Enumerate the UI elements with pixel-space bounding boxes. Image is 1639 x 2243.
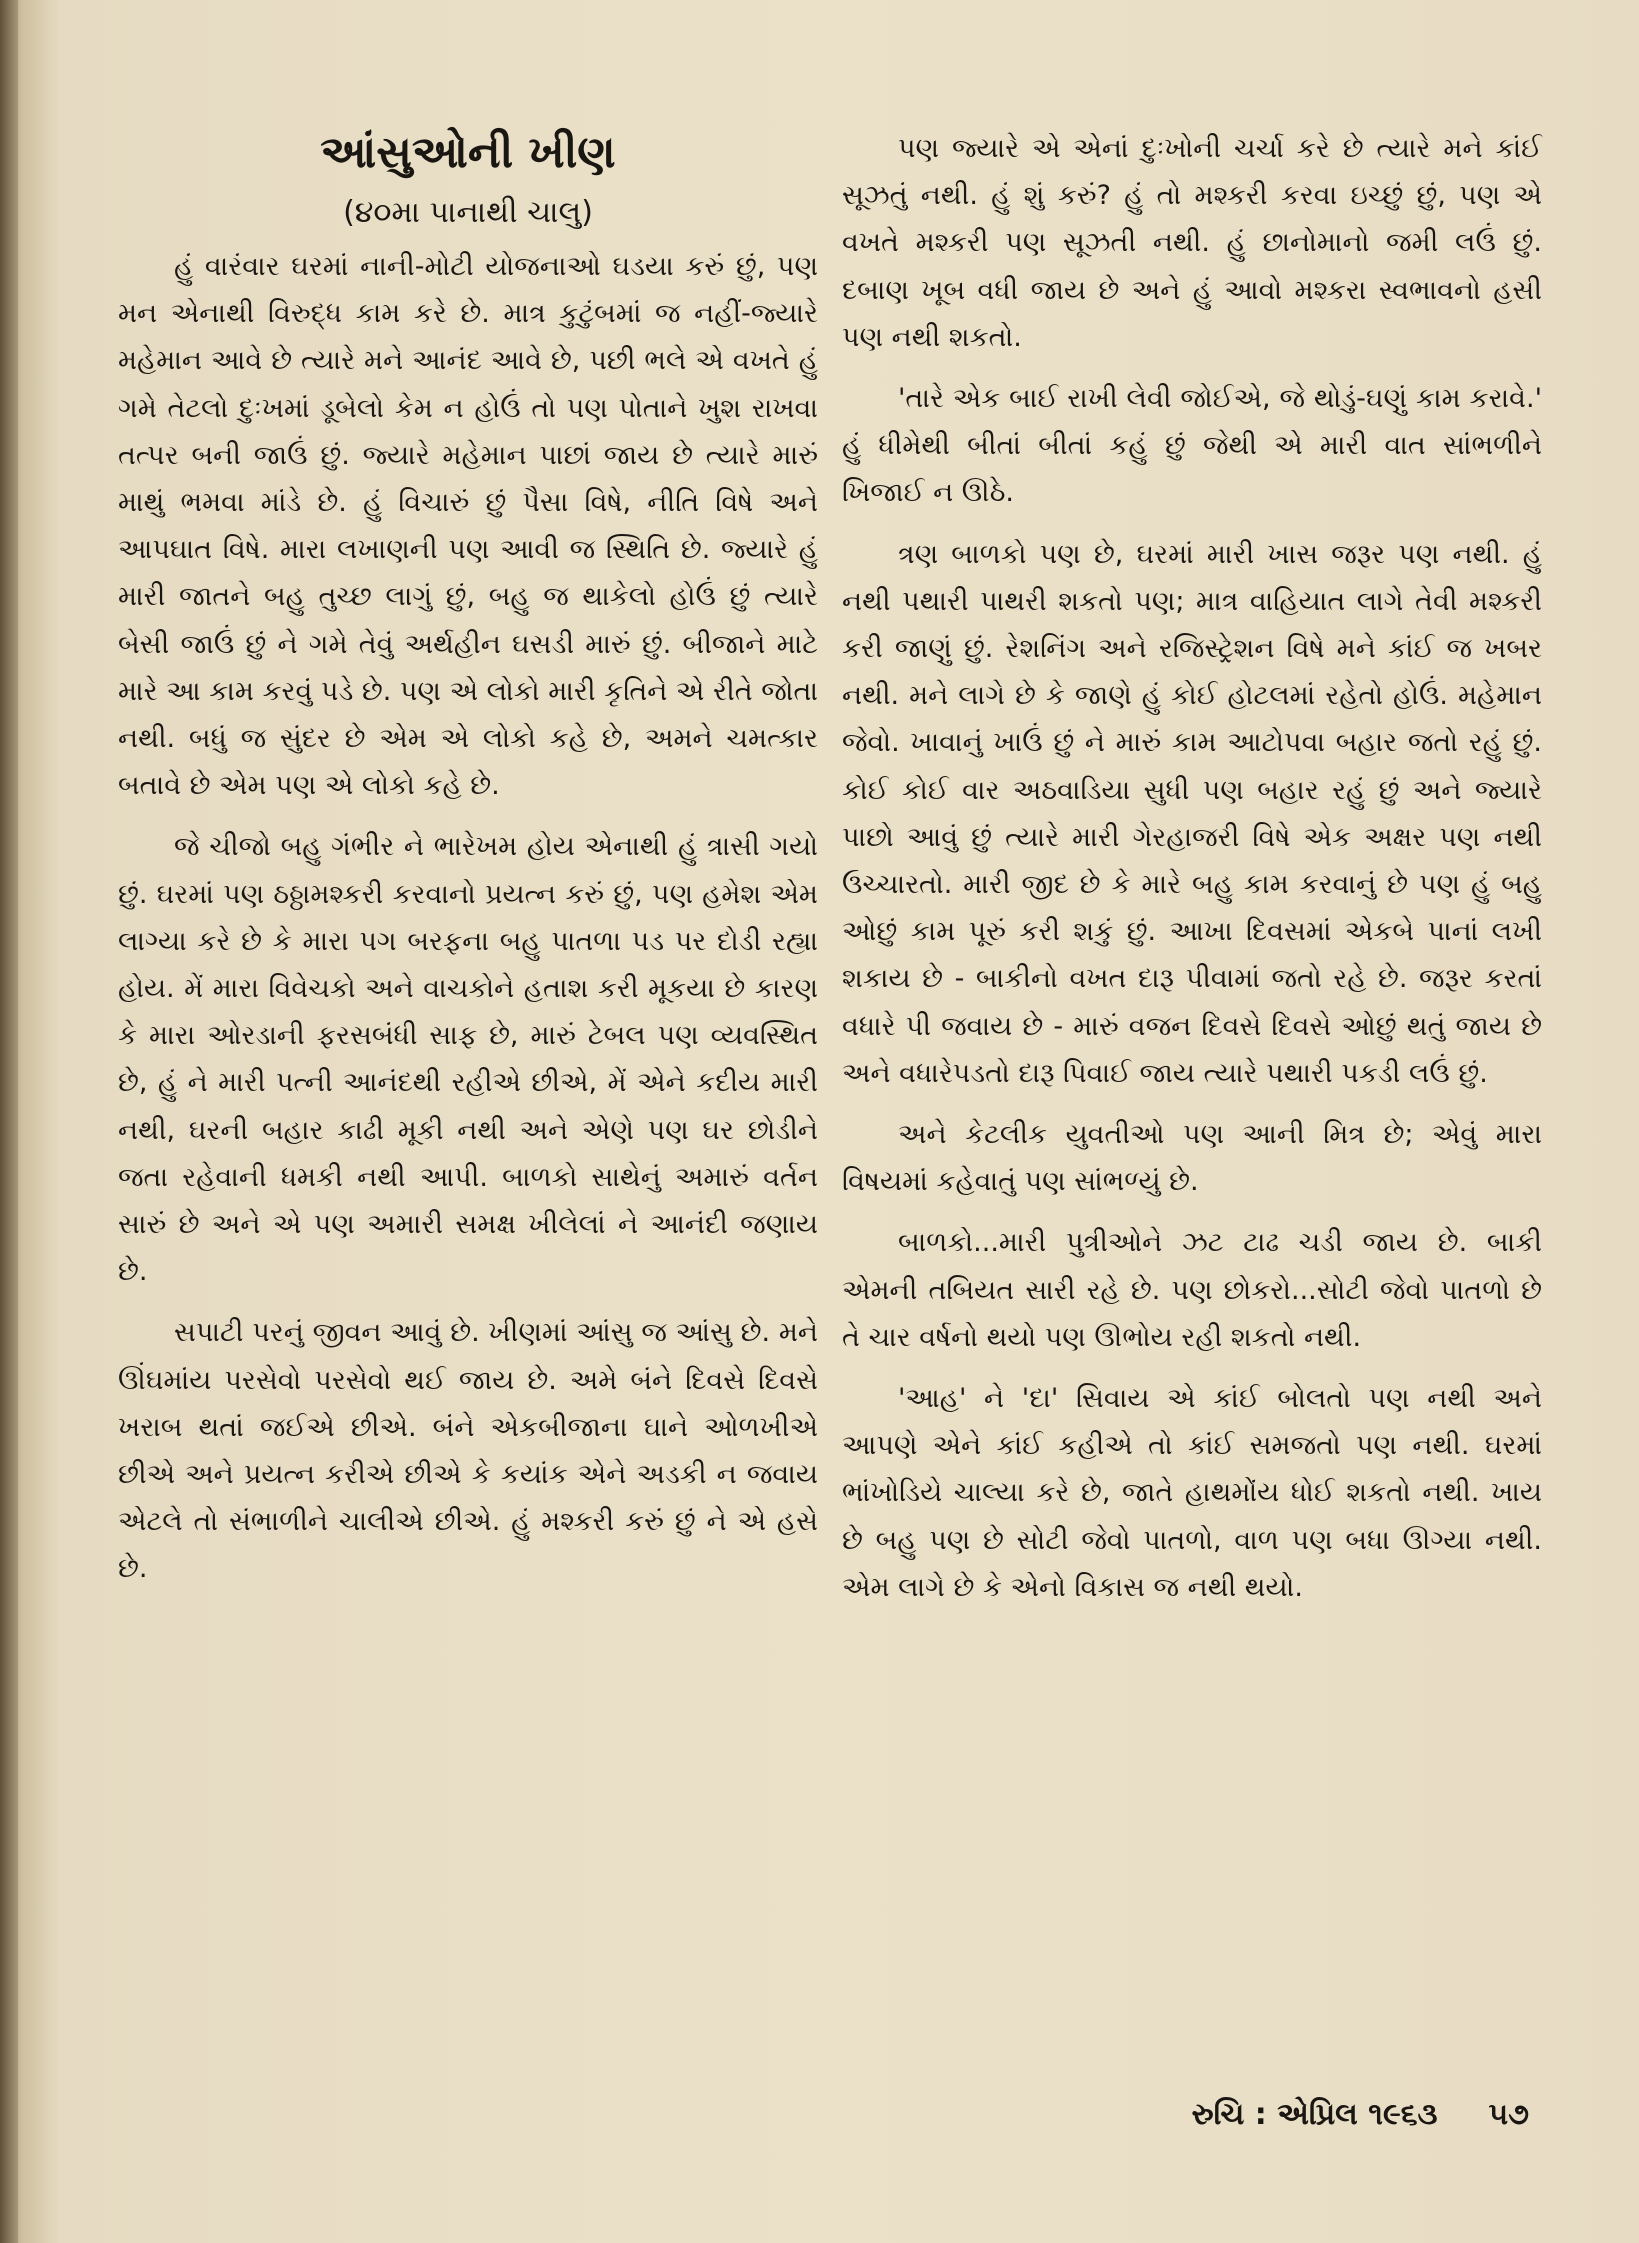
article-title: આંસુઓની ખીણ (320, 127, 616, 178)
paragraph: 'આહ' ને 'દા' સિવાય એ કાંઈ બોલતો પણ નથી અને આપણે એને કાંઈ કહીએ તો કાંઈ સમજતો પણ નથી. ઘરમાં ભાંખોડિયે ચાલ્યા કરે છે, જાતે હાથમોંય ધોઈ શકતો નથી. ખાય છે બહુ પણ છે સોટી જેવો પાતળો, વાળ પણ બધા ઊગ્યા નથી. એમ લાગે છે કે એનો વિકાસ જ નથી થયો. (842, 1383, 1542, 1603)
article-continuation-note: (૪૦મા પાનાથી ચાલુ) (343, 195, 593, 230)
paragraph: પણ જ્યારે એ એનાં દુઃખોની ચર્ચા કરે છે ત્યારે મને કાંઈ સૂઝતું નથી. હું શું કરું? હું તો મશ્કરી કરવા ઇચ્છું છું, પણ એ વખતે મશ્કરી પણ સૂઝતી નથી. હું છાનોમાનો જમી લઉં છું. દબાણ ખૂબ વધી જાય છે અને હું આવો મશ્કરા સ્વભાવનો હસી પણ નથી શકતો. (842, 133, 1542, 353)
page-number: ૫૭ (1488, 2097, 1529, 2132)
left-column (118, 125, 818, 1607)
paragraph: હું વારંવાર ઘરમાં નાની-મોટી યોજનાઓ ઘડયા કરું છું, પણ મન એનાથી વિરુદ્ધ કામ કરે છે. માત્ર કુટુંબમાં જ નહીં-જ્યારે મહેમાન આવે છે ત્યારે મને આનંદ આવે છે, પછી ભલે એ વખતે હું ગમે તેટલો દુઃખમાં ડૂબેલો કેમ ન હોઉં તો પણ પોતાને ખુશ રાખવા તત્પર બની જાઉં છું. જ્યારે મહેમાન પાછાં જાય છે ત્યારે મારું માથું ભમવા માંડે છે. હું વિચારું છું પૈસા વિષે, નીતિ વિષે અને આપઘાત વિષે. મારા લખાણની પણ આવી જ સ્થિતિ છે. જ્યારે હું મારી જાતને બહુ તુચ્છ લાગું છું, બહુ જ થાકેલો હોઉં છું ત્યારે બેસી જાઉં છું ને ગમે તેવું અર્થહીન ઘસડી મારું છું. બીજાને માટે મારે આ કામ કરવું પડે છે. પણ એ લોકો મારી કૃતિને એ રીતે જોતા નથી. બધું જ સુંદર છે એમ એ લોકો કહે છે, અમને ચમત્કાર બતાવે છે એમ પણ એ લોકો કહે છે. (118, 251, 818, 802)
paragraph: 'તારે એક બાઈ રાખી લેવી જોઈએ, જે થોડું-ઘણું કામ કરાવે.' હું ધીમેથી બીતાં બીતાં કહું છું જેથી એ મારી વાત સાંભળીને ખિજાઈ ન ઊઠે. (842, 383, 1542, 509)
paragraph: બાળકો...મારી પુત્રીઓને ઝટ ટાઢ ચડી જાય છે. બાકી એમની તબિયત સારી રહે છે. પણ છોકરો...સોટી જેવો પાતળો છે તે ચાર વર્ષનો થયો પણ ઊભોય રહી શકતો નથી. (842, 1227, 1542, 1353)
binding-shadow (0, 0, 18, 2243)
right-column (842, 125, 1542, 1625)
paragraph: જે ચીજો બહુ ગંભીર ને ભારેખમ હોય એનાથી હું ત્રાસી ગયો છું. ઘરમાં પણ ઠઠ્ઠામશ્કરી કરવાનો પ્રયત્ન કરું છું, પણ હમેશ એમ લાગ્યા કરે છે કે મારા પગ બરફના બહુ પાતળા પડ પર દોડી રહ્યા હોય. મેં મારા વિવેચકો અને વાચકોને હતાશ કરી મૂકયા છે કારણ કે મારા ઓરડાની ફરસબંધી સાફ છે, મારું ટેબલ પણ વ્યવસ્થિત છે, હું ને મારી પત્ની આનંદથી રહીએ છીએ, મેં એને કદીય મારી નથી, ઘરની બહાર કાઢી મૂકી નથી અને એણે પણ ઘર છોડીને જતા રહેવાની ધમકી નથી આપી. બાળકો સાથેનું અમારું વર્તન સારું છે અને એ પણ અમારી સમક્ષ ખીલેલાં ને આનંદી જણાય છે. (118, 831, 818, 1288)
paragraph: ત્રણ બાળકો પણ છે, ઘરમાં મારી ખાસ જરૂર પણ નથી. હું નથી પથારી પાથરી શકતો પણ; માત્ર વાહિયાત લાગે તેવી મશ્કરી કરી જાણું છું. રેશનિંગ અને રજિસ્ટ્રેશન વિષે મને કાંઈ જ ખબર નથી. મને લાગે છે કે જાણે હું કોઈ હોટલમાં રહેતો હોઉં. મહેમાન જેવો. ખાવાનું ખાઉં છું ને મારું કામ આટોપવા બહાર જતો રહું છું. કોઈ કોઈ વાર અઠવાડિયા સુધી પણ બહાર રહું છું અને જ્યારે પાછો આવું છું ત્યારે મારી ગેરહાજરી વિષે એક અક્ષર પણ નથી ઉચ્ચારતો. મારી જીદ છે કે મારે બહુ કામ કરવાનું છે પણ હું બહુ ઓછું કામ પૂરું કરી શકું છું. આખા દિવસમાં એકબે પાનાં લખી શકાય છે - બાકીનો વખત દારૂ પીવામાં જતો રહે છે. જરૂર કરતાં વધારે પી જવાય છે - મારું વજન દિવસે દિવસે ઓછું થતું જાય છે અને વધારેપડતો દારૂ પિવાઈ જાય ત્યારે પથારી પકડી લઉં છું. (842, 538, 1542, 1089)
page-footer (1192, 2095, 1529, 2135)
paragraph: સપાટી પરનું જીવન આવું છે. ખીણમાં આંસુ જ આંસુ છે. મને ઊંઘમાંય પરસેવો પરસેવો થઈ જાય છે. અમે બંને દિવસે દિવસે ખરાબ થતાં જઈએ છીએ. બંને એકબીજાના ઘાને ઓળખીએ છીએ અને પ્રયત્ન કરીએ છીએ કે કયાંક એને અડકી ન જવાય એટલે તો સંભાળીને ચાલીએ છીએ. હું મશ્કરી કરું છું ને એ હસે છે. (118, 1317, 818, 1585)
magazine-name: રુચિ : (1191, 2097, 1267, 2132)
issue-date: એપ્રિલ ૧૯૬૩ (1277, 2097, 1438, 2132)
paragraph: અને કેટલીક યુવતીઓ પણ આની મિત્ર છે; એવું મારા વિષયમાં કહેવાતું પણ સાંભળ્યું છે. (842, 1119, 1542, 1198)
